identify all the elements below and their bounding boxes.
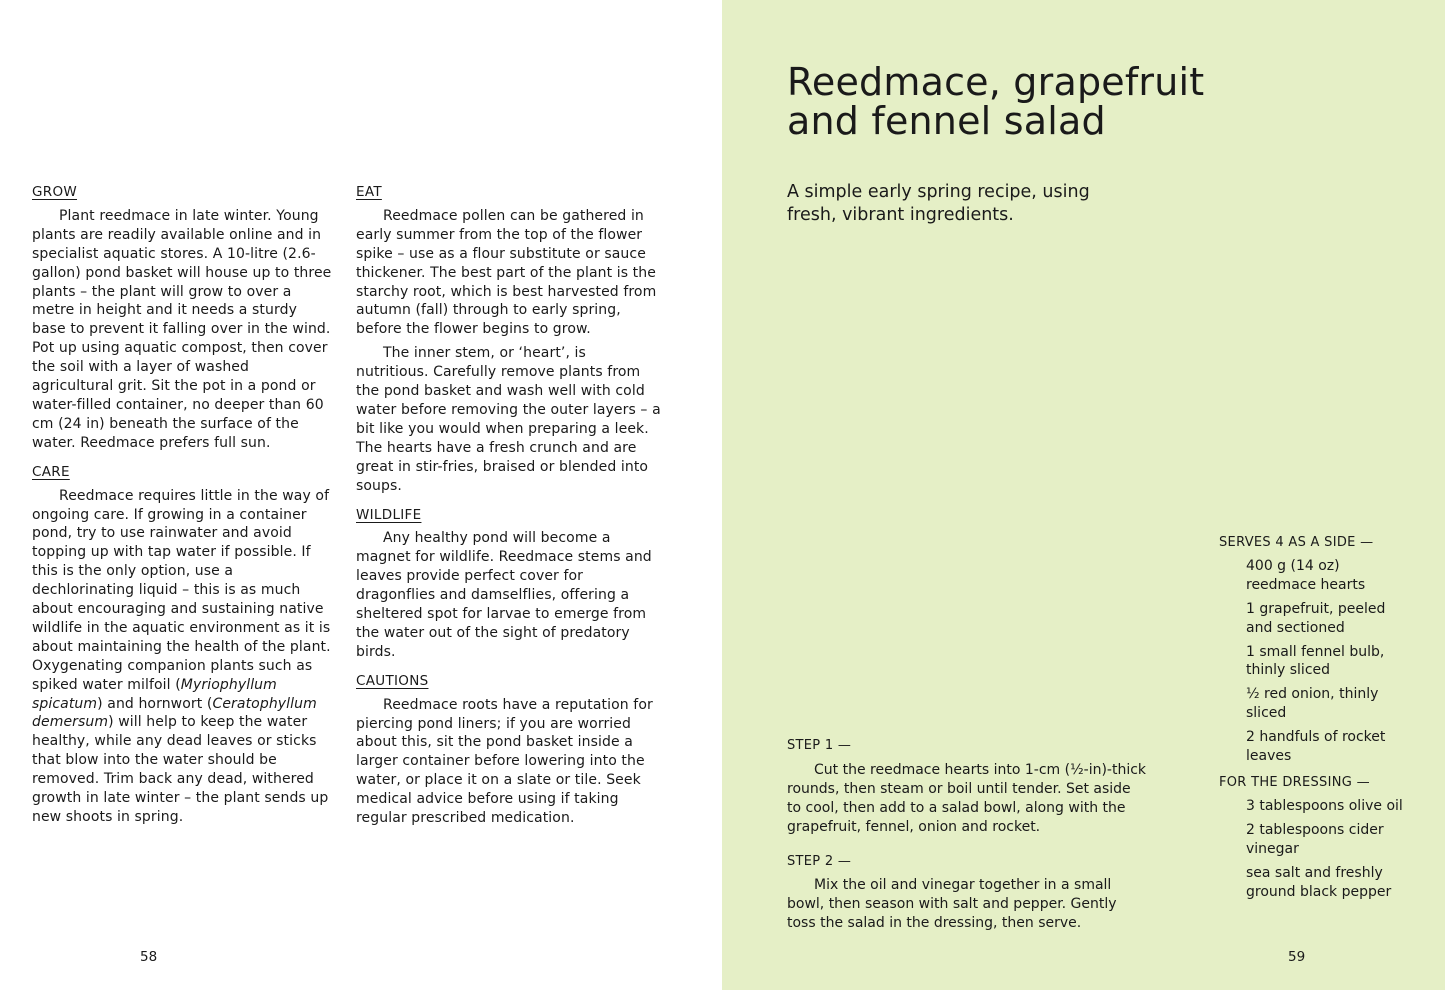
grow-paragraph: Plant reedmace in late winter. Young plants are readily available online and in specialist aquatic stores. A 10-litre (2.6-gallon) pond basket will house up to three plants – the plant will grow to over a metre in height and it needs a sturdy base to prevent it falling over in the wind. Pot up using aquatic compost, then cover the soil with a layer of washed agricultural grit. Sit the pot in a pond or water-filled container, no deeper than 60 cm (24 in) beneath the surface of the water. Reedmace prefers full sun. [32,207,332,451]
cautions-section [356,672,661,828]
care-paragraph [32,487,332,827]
care-text-3: ) will help to keep the water healthy, while any dead leaves or sticks that blow into the water should be removed. Trim back any dead, withered growth in late winter – the plant sends up new shoots in spring. [32,714,329,825]
care-text-1: Reedmace requires little in the way of ongoing care. If growing in a container pond, try to use rainwater and avoid topping up with tap water if possible. If this is the only option, use a dechlorinating liquid – this is as much about encouraging and sustaining native wildlife in the aquatic environment as it is about maintaining the health of the plant. Oxygenating companion plants such as spiked water milfoil ( [32,487,331,693]
ingredient-item: 400 g (14 oz) reedmace hearts [1246,557,1366,593]
ingredient-list [1219,557,1434,766]
ingredients [1219,534,1434,909]
care-text-2: ) and hornwort ( [97,695,213,712]
grow-section [32,183,332,453]
wildlife-section [356,506,661,662]
eat-paragraph-1: Reedmace pollen can be gathered in early summer from the top of the flower spike – use as a flour substitute or sauce thickener. The best part of the plant is the starchy root, which is best harvested from autumn (fall) through to early spring, before the flower begins to grow. [356,207,657,338]
dressing-heading: FOR THE DRESSING — [1219,774,1370,790]
dressing-item: 2 tablespoons cider vinegar [1246,821,1384,857]
dressing-list [1219,797,1434,902]
step-1-text: Cut the reedmace hearts into 1-cm (½-in)-thick rounds, then steam or boil until tender. Set aside to cool, then add to a salad bowl, along with the grapefruit, fennel, onion and rocket. [787,761,1147,835]
step-1-label: STEP 1 — [787,738,852,753]
serves-heading: SERVES 4 AS A SIDE — [1219,535,1374,550]
eat-section [356,183,661,496]
page-number-right: 59 [1288,949,1306,965]
left-column [32,183,332,837]
dressing-item: sea salt and freshly ground black pepper [1246,864,1392,900]
page-number-left: 58 [140,949,158,965]
grow-heading: GROW [32,184,78,200]
ingredient-item: 1 grapefruit, peeled and sectioned [1246,600,1386,636]
eat-paragraph-2: The inner stem, or ‘heart’, is nutritious. Carefully remove plants from the pond basket and wash well with cold water before removing the outer layers – a bit like you would when preparing a leek. The hearts have a fresh crunch and are great in stir-fries, braised or blended into soups. [356,345,661,494]
method [787,737,1147,949]
ingredient-item: 2 handfuls of rocket leaves [1246,729,1386,765]
cautions-paragraph: Reedmace roots have a reputation for piercing pond liners; if you are worried about this, sit the pond basket inside a larger container before lowering into the water, or place it on a slate or tile. Seek medical advice before using if taking regular prescribed medication. [356,696,653,827]
right-column [356,183,661,838]
species-name-hornwort: Ceratophyllum demersum [32,695,317,731]
wildlife-paragraph: Any healthy pond will become a magnet for wildlife. Reedmace stems and leaves provide perfect cover for dragonflies and damselflies, offering a sheltered spot for larvae to emerge from the water out of the sight of predatory birds. [356,530,652,660]
cautions-heading: CAUTIONS [356,672,429,689]
step-2-text: Mix the oil and vinegar together in a small bowl, then season with salt and pepper. Gently toss the salad in the dressing, then serve. [787,877,1117,932]
left-page [0,0,722,990]
recipe-title: Reedmace, grapefruit and fennel salad [787,60,1205,143]
wildlife-heading: WILDLIFE [356,506,422,523]
step-2-label: STEP 2 — [787,853,852,869]
recipe-subtitle: A simple early spring recipe, using fresh, vibrant ingredients. [787,182,1090,225]
dressing-item: 3 tablespoons olive oil [1246,797,1403,814]
care-section [32,463,332,827]
ingredient-item: 1 small fennel bulb, thinly sliced [1246,643,1385,679]
species-name-milfoil: Myriophyllum spicatum [32,676,277,712]
ingredient-item: ½ red onion, thinly sliced [1246,686,1379,722]
care-heading: CARE [32,463,70,480]
eat-heading: EAT [356,184,382,200]
